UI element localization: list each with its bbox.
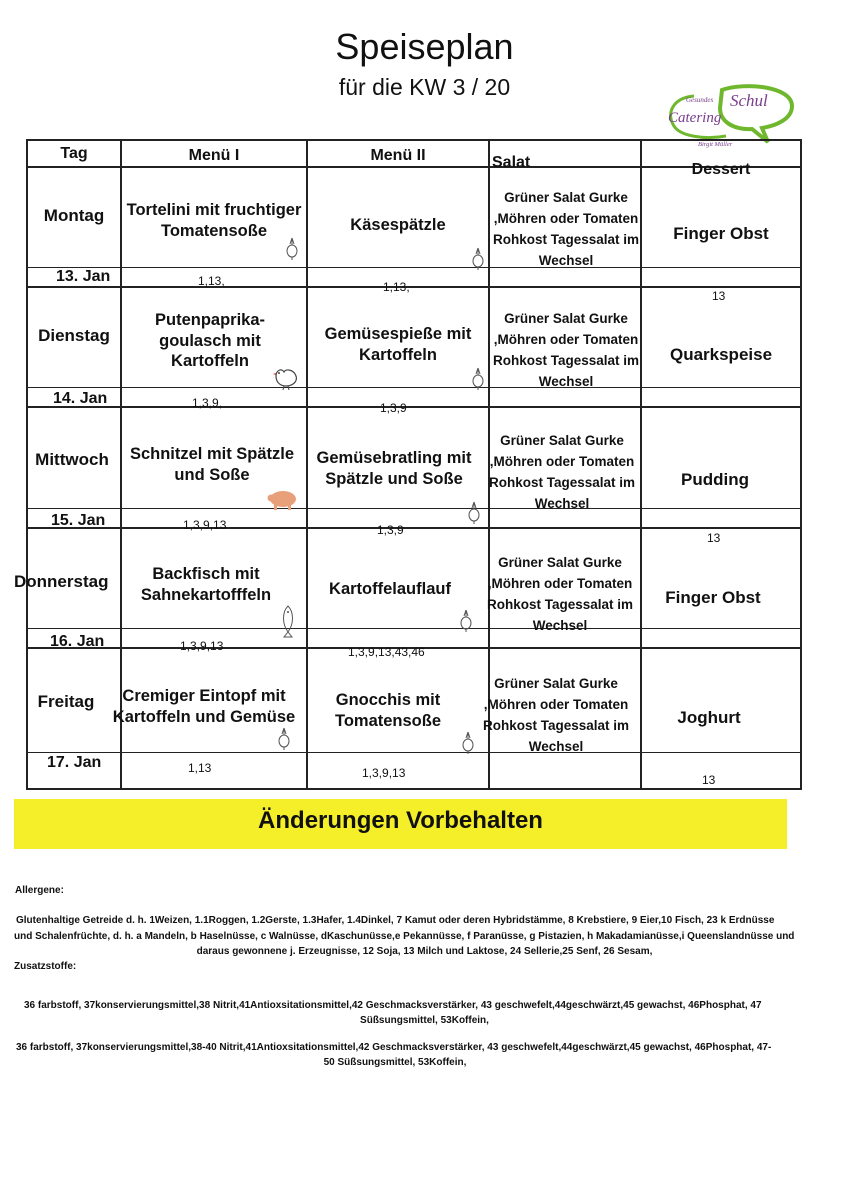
menu1-codes: 1,3,9,13 bbox=[183, 518, 227, 532]
day-date: 15. Jan bbox=[51, 512, 106, 529]
menu1-dish: Tortelini mit fruchtiger Tomatensoße bbox=[126, 201, 302, 240]
vegetable-icon bbox=[466, 500, 482, 524]
day-date: 14. Jan bbox=[53, 390, 108, 407]
page-subtitle: für die KW 3 / 20 bbox=[338, 74, 511, 100]
day-name: Montag bbox=[43, 206, 105, 226]
menu2-codes: 1,3,9,13,43,46 bbox=[348, 645, 425, 659]
svg-text:Birgit Müller: Birgit Müller bbox=[698, 141, 733, 148]
zusatz-line-2b: 50 Süßsungsmittel, 53Koffein, bbox=[323, 1057, 467, 1068]
header-dessert: Dessert bbox=[691, 161, 751, 178]
menu2-dish: Gnocchis mit Tomatensoße bbox=[334, 691, 442, 730]
day-date: 17. Jan bbox=[47, 754, 102, 771]
day-name: Freitag bbox=[37, 692, 95, 712]
salad-text: Grüner Salat Gurke ,Möhren oder Tomaten Rohkost Tagessalat im Wechsel bbox=[482, 676, 630, 754]
zusatz-label: Zusatzstoffe: bbox=[14, 961, 77, 972]
allergene-label: Allergene: bbox=[15, 885, 64, 896]
menu1-codes: 1,13, bbox=[198, 274, 225, 288]
menu1-dish: Schnitzel mit Spätzle und Soße bbox=[129, 445, 295, 484]
day-date: 16. Jan bbox=[50, 633, 105, 650]
zusatz-line-1a: 36 farbstoff, 37konservierungsmittel,38 Nitrit,41Antioxsitationsmittel,42 Geschmacksverstärker, 43 geschwefelt,44geschwärzt,45 gewachst, 46Phosphat, 47 bbox=[24, 1000, 762, 1011]
pig-icon bbox=[266, 488, 300, 510]
allergene-line-3: daraus gewonnene j. Erzeugnisse, 12 Soja, 13 Milch und Laktose, 24 Sellerie,25 Senf, 26 Sesam, bbox=[196, 946, 653, 957]
svg-text:Gesundes: Gesundes bbox=[686, 96, 714, 104]
day-name: Mittwoch bbox=[35, 450, 109, 470]
header-menu2: Menü II bbox=[370, 147, 426, 164]
menu2-codes: 1,3,9,13 bbox=[362, 766, 406, 780]
day-date: 13. Jan bbox=[56, 268, 111, 285]
menu2-dish: Käsespätzle bbox=[350, 215, 446, 234]
salad-text: Grüner Salat Gurke ,Möhren oder Tomaten Rohkost Tagessalat im Wechsel bbox=[486, 555, 634, 633]
vegetable-icon bbox=[470, 366, 486, 390]
dessert-codes: 13 bbox=[707, 531, 721, 545]
menu1-dish: Putenpaprika- goulasch mit Kartoffeln bbox=[154, 311, 266, 371]
header-tag: Tag bbox=[60, 144, 88, 162]
menu2-codes: 1,3,9 bbox=[380, 401, 407, 415]
menu1-codes: 1,3,9,13 bbox=[180, 639, 224, 653]
menu1-dish: Cremiger Eintopf mit Kartoffeln und Gemüse bbox=[112, 687, 296, 726]
dessert-codes: 13 bbox=[702, 773, 716, 787]
menu2-codes: 1,3,9 bbox=[377, 523, 404, 537]
dessert-text: Quarkspeise bbox=[669, 345, 773, 365]
salad-text: Grüner Salat Gurke ,Möhren oder Tomaten Rohkost Tagessalat im Wechsel bbox=[492, 190, 640, 268]
vegetable-icon bbox=[284, 236, 300, 260]
dessert-text: Joghurt bbox=[677, 708, 741, 728]
day-name: Donnerstag bbox=[14, 572, 109, 592]
svg-text:Schul: Schul bbox=[730, 91, 768, 110]
chicken-icon bbox=[272, 364, 302, 390]
dessert-codes: 13 bbox=[712, 289, 726, 303]
vegetable-icon bbox=[460, 730, 476, 754]
menu1-codes: 1,3,9, bbox=[192, 396, 223, 410]
header-salat: Salat bbox=[492, 154, 531, 171]
salad-text: Grüner Salat Gurke ,Möhren oder Tomaten Rohkost Tagessalat im Wechsel bbox=[488, 433, 636, 511]
dessert-text: Finger Obst bbox=[673, 224, 769, 244]
menu2-dish: Kartoffelauflauf bbox=[329, 579, 451, 598]
dessert-text: Finger Obst bbox=[665, 588, 761, 608]
menu2-dish: Gemüsebratling mit Spätzle und Soße bbox=[316, 449, 472, 488]
vegetable-icon bbox=[470, 246, 486, 270]
menu1-codes: 1,13 bbox=[188, 761, 212, 775]
vegetable-icon bbox=[458, 608, 474, 632]
notice-banner-text: Änderungen Vorbehalten bbox=[258, 807, 543, 834]
menu2-dish: Gemüsespieße mit Kartoffeln bbox=[324, 325, 472, 364]
vegetable-icon bbox=[276, 726, 292, 750]
fish-icon bbox=[280, 604, 296, 638]
zusatz-line-2a: 36 farbstoff, 37konservierungsmittel,38-40 Nitrit,41Antioxsitationsmittel,42 Geschmacksverstärker, 43 geschwefelt,44geschwärzt,45 gewachst, 46Phosphat, 47- bbox=[16, 1042, 772, 1053]
menu1-dish: Backfisch mit Sahnekartofffeln bbox=[140, 565, 272, 604]
zusatz-line-1b: Süßsungsmittel, 53Koffein, bbox=[360, 1015, 489, 1026]
salad-text: Grüner Salat Gurke ,Möhren oder Tomaten Rohkost Tagessalat im Wechsel bbox=[492, 311, 640, 389]
header-menu1: Menü I bbox=[188, 147, 240, 164]
page-title: Speiseplan bbox=[335, 26, 514, 67]
dessert-text: Pudding bbox=[681, 470, 749, 490]
svg-text:Catering: Catering bbox=[668, 110, 722, 126]
allergene-line-1: Glutenhaltige Getreide d. h. 1Weizen, 1.1Roggen, 1.2Gerste, 1.3Hafer, 1.4Dinkel, 7 Kamut oder deren Hybridstämme, 8 Krebstiere, 9 Eier,10 Fisch, 23 k Erdnüsse bbox=[16, 915, 775, 926]
allergene-line-2: und Schalenfrüchte, d. h. a Mandeln, b Haselnüsse, c Walnüsse, dKaschunüsse,e Pekannüsse, f Paranüsse, g Pistazien, h Makadamianüsse,i Queenslandnüsse und bbox=[14, 931, 795, 942]
menu2-codes: 1,13, bbox=[383, 280, 410, 294]
day-name: Dienstag bbox=[38, 326, 110, 346]
